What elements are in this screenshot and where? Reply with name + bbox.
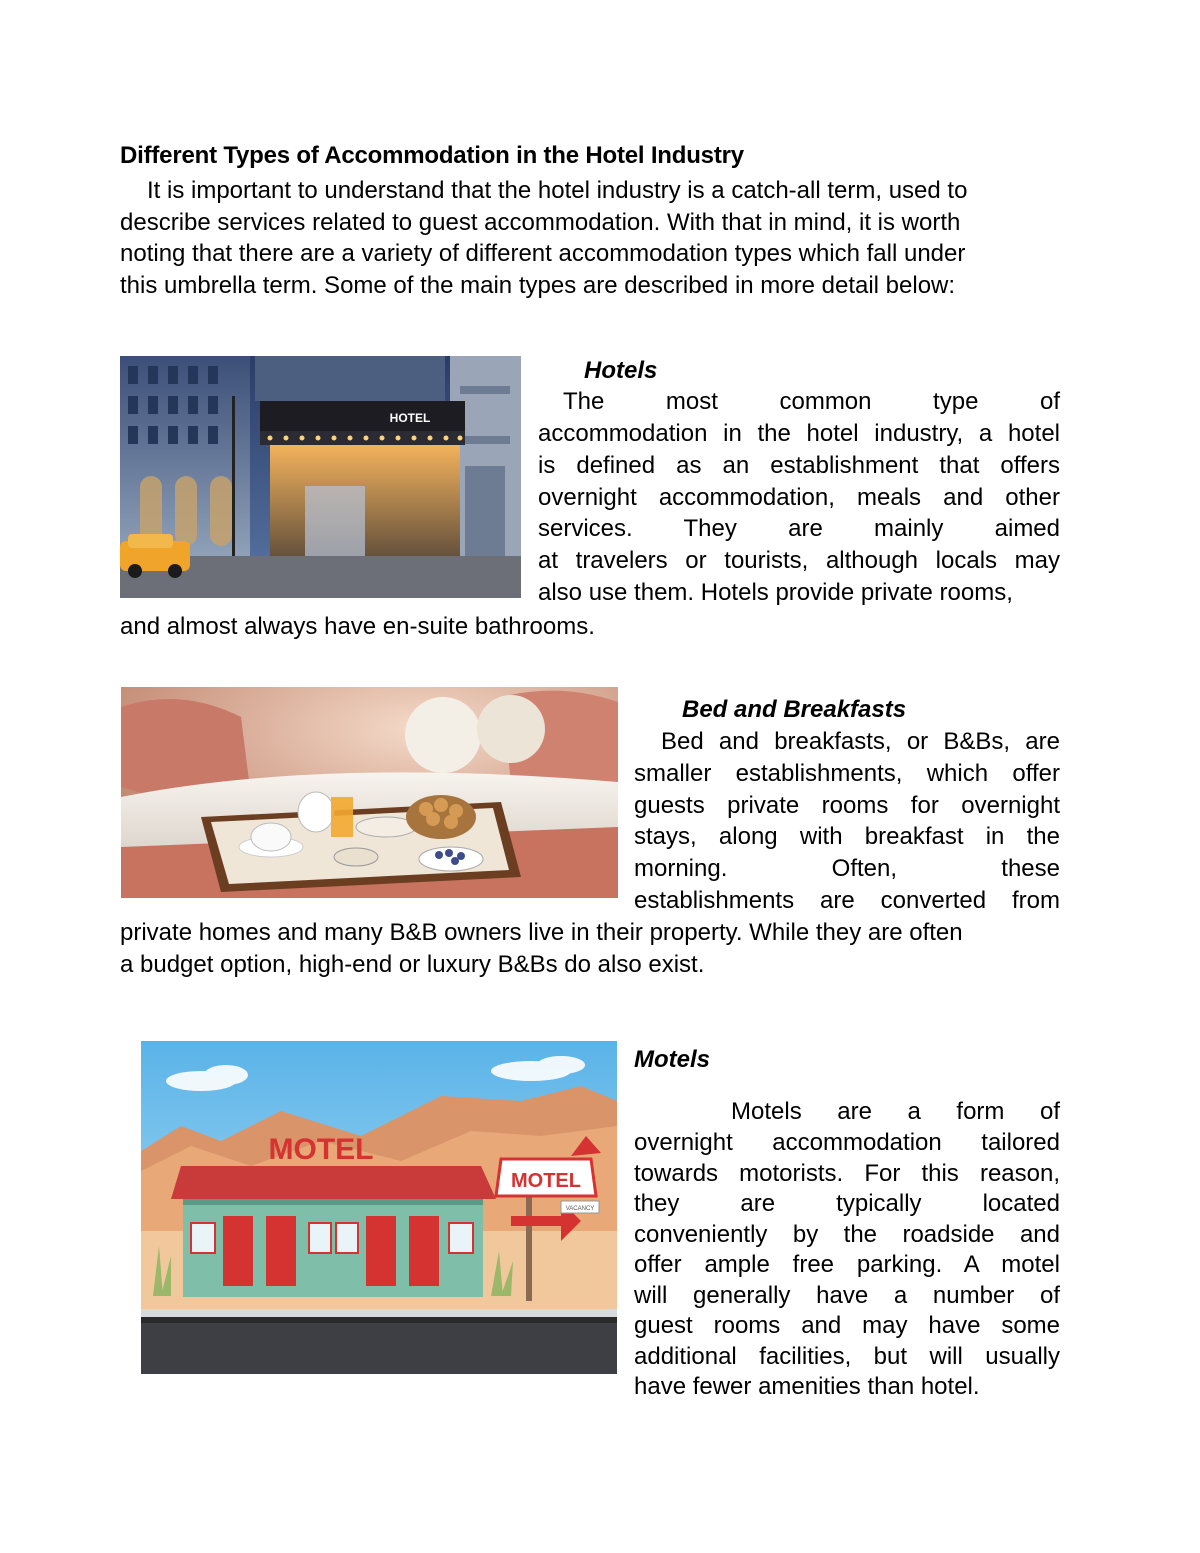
bnb-text-line: stays, along with breakfast in the xyxy=(634,823,1060,850)
hotels-text-line: at travelers or tourists, although locals may xyxy=(538,547,1060,574)
hotels-text-line: accommodation in the hotel industry, a hotel xyxy=(538,420,1060,447)
bnb-text-line: Bed and breakfasts, or B&Bs, are xyxy=(661,728,1060,755)
motels-text-line: have fewer amenities than hotel. xyxy=(634,1373,980,1400)
hotel-photo xyxy=(120,356,521,598)
hotels-heading: Hotels xyxy=(584,357,658,384)
motels-text-line: will generally have a number of xyxy=(634,1282,1060,1309)
motels-text-line: offer ample free parking. A motel xyxy=(634,1251,1060,1278)
bnb-text-line: private homes and many B&B owners live in their property. While they are often xyxy=(120,919,963,946)
bnb-text-line: smaller establishments, which offer xyxy=(634,760,1060,787)
page-title: Different Types of Accommodation in the Hotel Industry xyxy=(120,142,744,169)
motels-text-line: additional facilities, but will usually xyxy=(634,1343,1060,1370)
hotels-text-line: and almost always have en-suite bathrooms. xyxy=(120,613,595,640)
bnb-heading: Bed and Breakfasts xyxy=(682,696,907,723)
bnb-text-line: morning. Often, these xyxy=(634,855,1060,882)
hotels-text-line: services. They are mainly aimed xyxy=(538,515,1060,542)
breakfast-tray-photo xyxy=(121,687,618,898)
intro-line: describe services related to guest accommodation. With that in mind, it is worth xyxy=(120,208,961,236)
hotel-sign-text: HOTEL xyxy=(389,411,431,425)
motels-heading: Motels xyxy=(634,1046,711,1073)
intro-line: noting that there are a variety of different accommodation types which fall under xyxy=(120,240,966,267)
bnb-text-line: guests private rooms for overnight xyxy=(634,792,1060,819)
hotels-text-line: overnight accommodation, meals and other xyxy=(538,484,1060,511)
bnb-text-line: establishments are converted from xyxy=(634,887,1060,914)
motel-vacancy-text: VACANCY xyxy=(565,1206,595,1212)
intro-line: this umbrella term. Some of the main types are described in more detail below: xyxy=(120,271,956,299)
motel-roof-text: MOTEL xyxy=(268,1133,374,1166)
motels-text-line: guest rooms and may have some xyxy=(634,1312,1060,1339)
motel-sign-text: MOTEL xyxy=(511,1170,581,1192)
bnb-text-line: a budget option, high-end or luxury B&Bs do also exist. xyxy=(120,951,705,978)
intro-paragraph xyxy=(120,175,1060,301)
motels-text-line: Motels are a form of xyxy=(731,1098,1060,1125)
motels-text-line: overnight accommodation tailored xyxy=(634,1129,1060,1156)
motels-text-line: towards motorists. For this reason, xyxy=(634,1160,1060,1187)
motels-text-line: they are typically located xyxy=(634,1190,1060,1217)
intro-line: It is important to understand that the hotel industry is a catch-all term, used to xyxy=(147,177,968,204)
hotels-text-line: also use them. Hotels provide private rooms, xyxy=(538,579,1013,606)
hotels-text-line: The most common type of xyxy=(563,388,1060,415)
hotels-text-line: is defined as an establishment that offers xyxy=(538,452,1060,479)
motel-illustration xyxy=(141,1041,617,1374)
motels-text-line: conveniently by the roadside and xyxy=(634,1221,1060,1248)
